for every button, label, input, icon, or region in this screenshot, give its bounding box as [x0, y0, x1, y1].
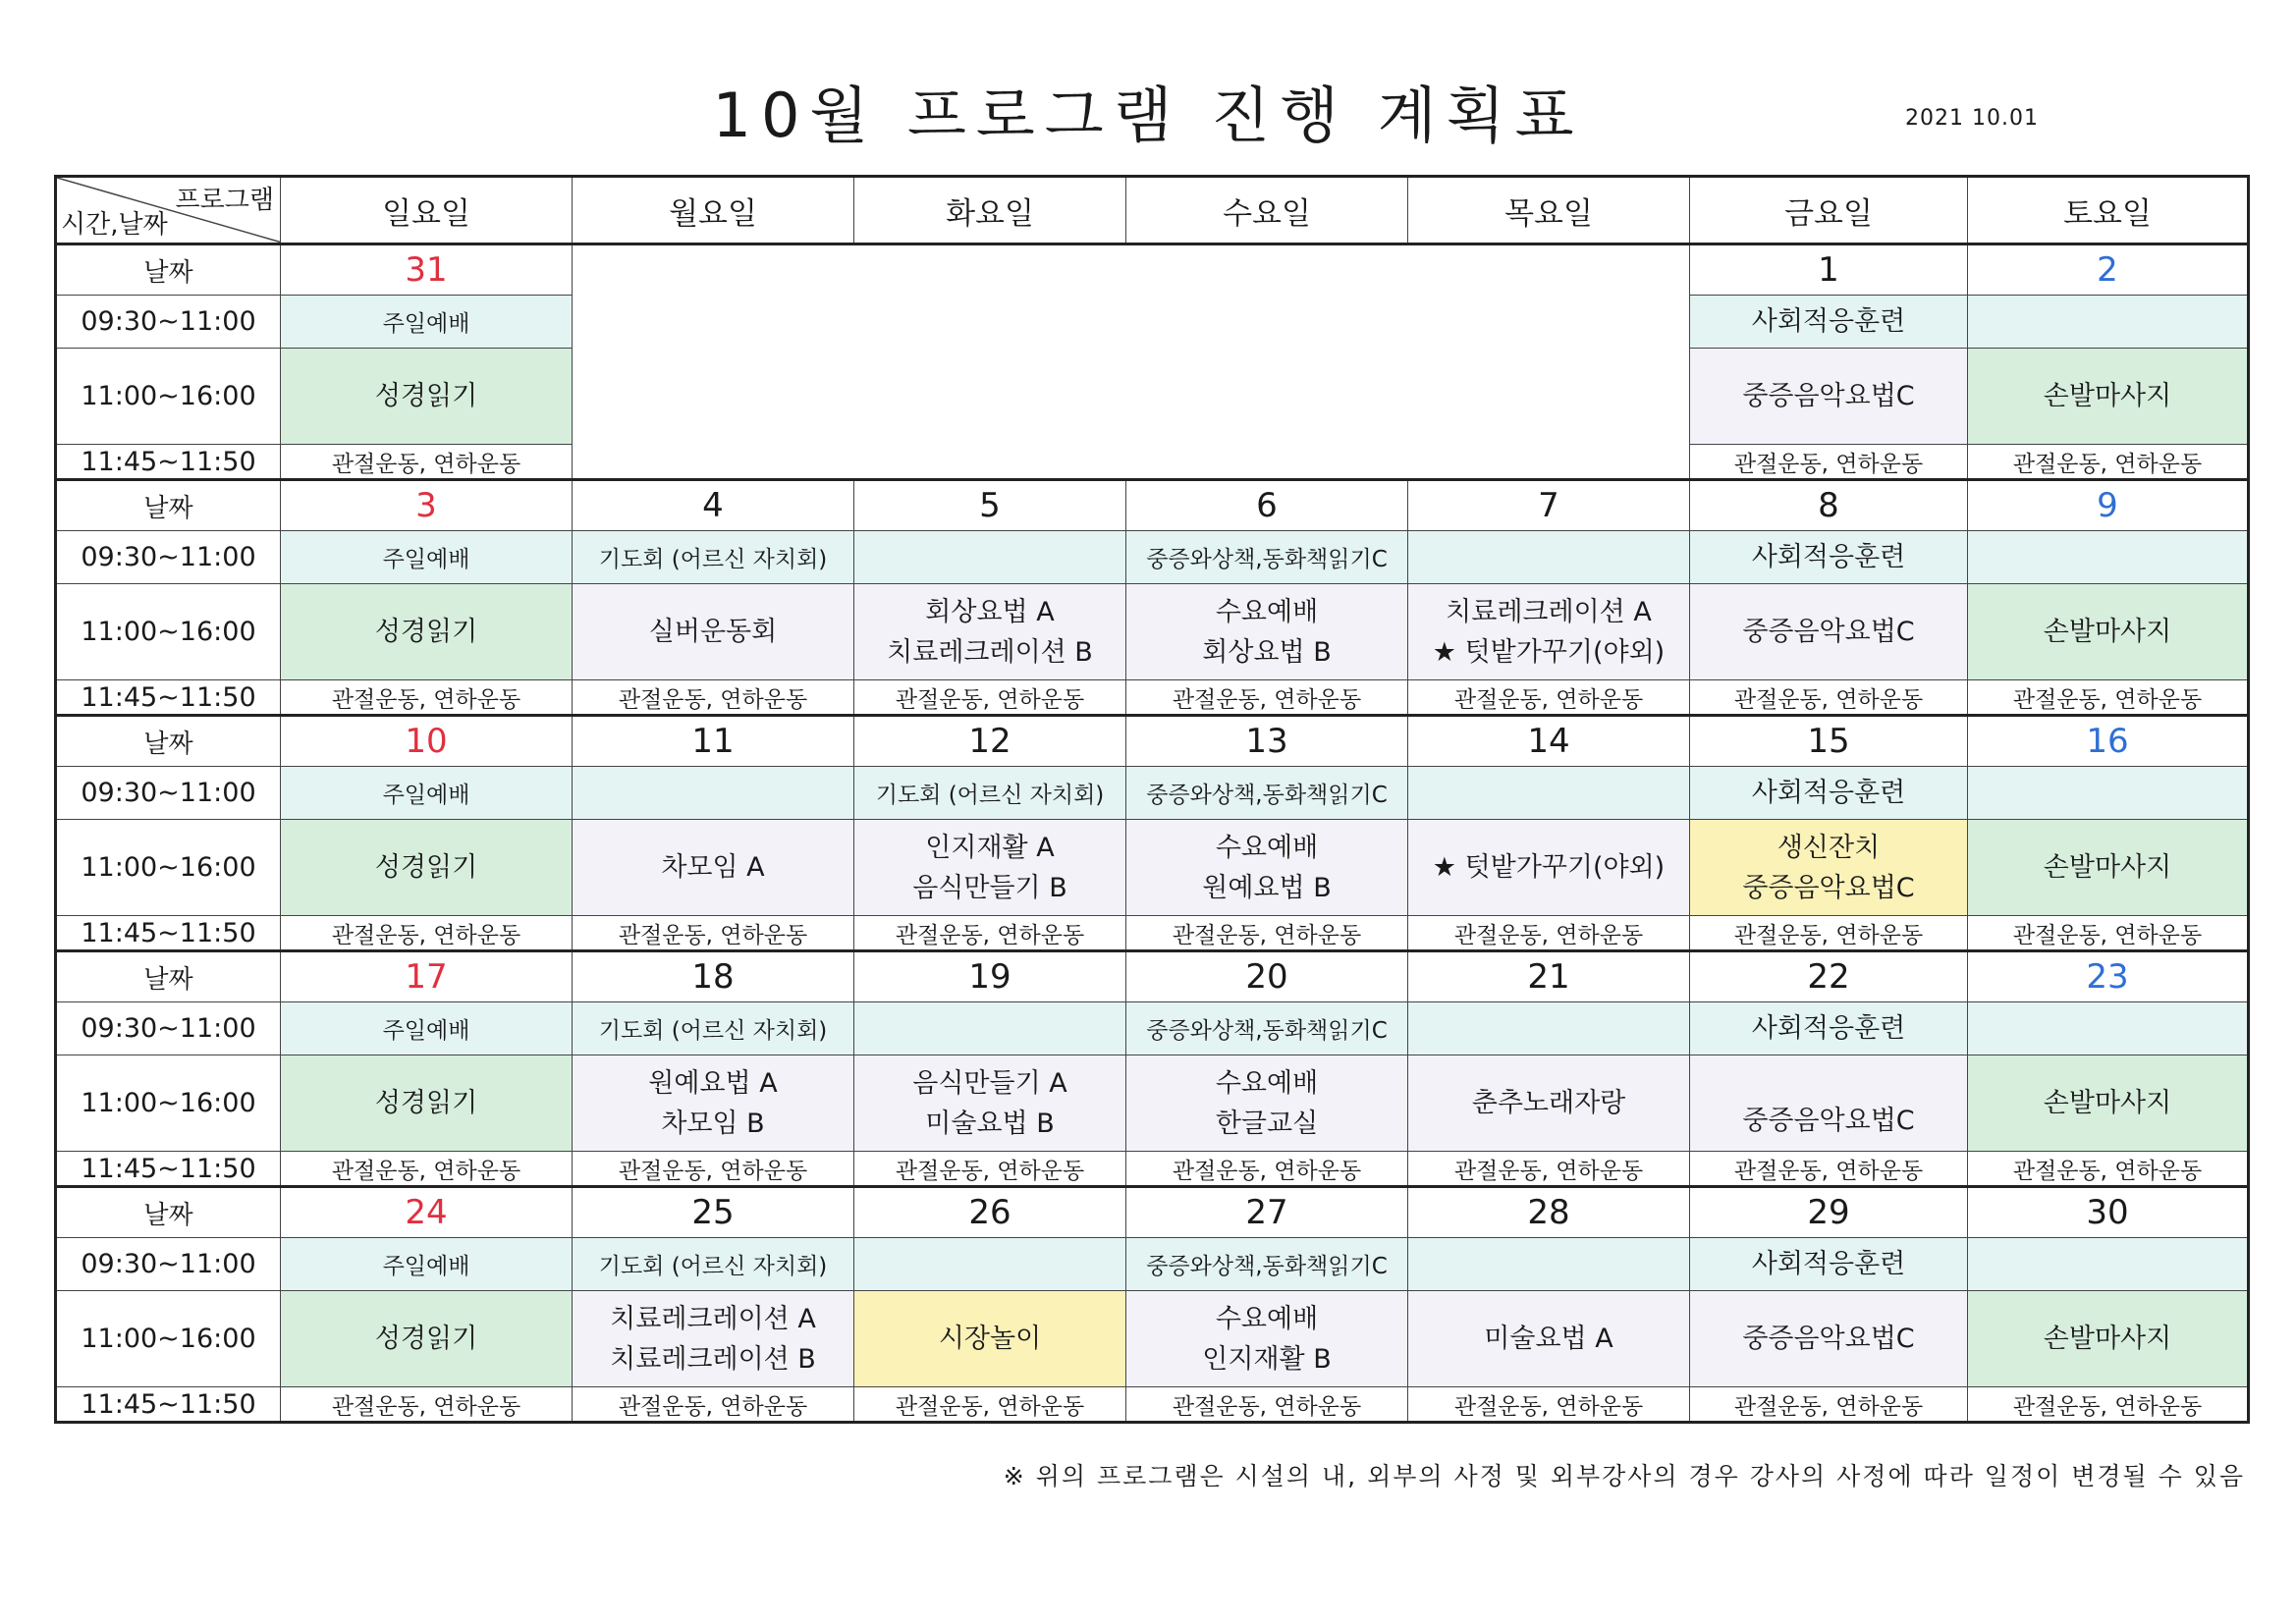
program-cell: 기도회 (어르신 자치회)	[573, 1238, 854, 1291]
empty-block	[573, 244, 1690, 480]
program-cell: 원예요법 A 차모임 B	[573, 1055, 854, 1152]
program-cell: 치료레크레이션 A ★ 텃밭가꾸기(야외)	[1408, 584, 1690, 680]
date-cell: 24	[281, 1187, 573, 1238]
program-cell: 주일예배	[281, 1238, 573, 1291]
issue-date: 2021 10.01	[1905, 106, 2039, 131]
program-cell: 중증음악요법C	[1690, 349, 1968, 445]
program-cell: 중증음악요법C	[1690, 1291, 1968, 1387]
slot-label-morning: 09:30~11:00	[56, 1238, 281, 1291]
program-cell: 관절운동, 연하운동	[1126, 1152, 1408, 1187]
program-cell: 중증와상책,동화책읽기C	[1126, 531, 1408, 584]
date-cell: 29	[1690, 1187, 1968, 1238]
date-cell: 15	[1690, 716, 1968, 767]
week2-afternoon-row	[56, 584, 2249, 680]
corner-time-label: 시간,날짜	[61, 210, 168, 240]
program-cell: 인지재활 A 음식만들기 B	[854, 820, 1126, 916]
day-header-mon: 월요일	[573, 177, 854, 244]
program-cell: 시장놀이	[854, 1291, 1126, 1387]
program-cell	[854, 531, 1126, 584]
slot-label-morning: 09:30~11:00	[56, 531, 281, 584]
day-header-sun: 일요일	[281, 177, 573, 244]
day-header-sat: 토요일	[1968, 177, 2249, 244]
day-header-wed: 수요일	[1126, 177, 1408, 244]
week4-afternoon-row	[56, 1055, 2249, 1152]
program-cell: 관절운동, 연하운동	[854, 1152, 1126, 1187]
slot-label-break: 11:45~11:50	[56, 680, 281, 716]
program-cell	[1408, 767, 1690, 820]
week4-date-row	[56, 951, 2249, 1002]
program-cell	[1968, 531, 2249, 584]
program-cell: 관절운동, 연하운동	[281, 445, 573, 480]
date-cell: 14	[1408, 716, 1690, 767]
date-cell: 6	[1126, 480, 1408, 531]
program-cell: 관절운동, 연하운동	[1408, 1152, 1690, 1187]
date-cell: 11	[573, 716, 854, 767]
program-cell: 주일예배	[281, 767, 573, 820]
program-cell: 주일예배	[281, 531, 573, 584]
date-cell: 2	[1968, 244, 2249, 296]
date-cell: 16	[1968, 716, 2249, 767]
week2-morning-row	[56, 531, 2249, 584]
program-cell: 성경읽기	[281, 1055, 573, 1152]
program-cell: 중증와상책,동화책읽기C	[1126, 767, 1408, 820]
date-cell: 21	[1408, 951, 1690, 1002]
date-cell: 8	[1690, 480, 1968, 531]
program-cell: 중증음악요법C	[1690, 1055, 1968, 1152]
slot-label-break: 11:45~11:50	[56, 916, 281, 951]
program-cell: 주일예배	[281, 1002, 573, 1055]
date-cell: 13	[1126, 716, 1408, 767]
program-cell: 관절운동, 연하운동	[1690, 916, 1968, 951]
date-cell: 12	[854, 716, 1126, 767]
program-cell: 회상요법 A 치료레크레이션 B	[854, 584, 1126, 680]
program-cell: 손발마사지	[1968, 1055, 2249, 1152]
date-cell: 23	[1968, 951, 2249, 1002]
week5-afternoon-row	[56, 1291, 2249, 1387]
week4-morning-row	[56, 1002, 2249, 1055]
program-cell: 기도회 (어르신 자치회)	[573, 531, 854, 584]
corner-cell	[56, 177, 281, 244]
program-cell: 실버운동회	[573, 584, 854, 680]
week4-break-row	[56, 1152, 2249, 1187]
program-cell: 치료레크레이션 A 치료레크레이션 B	[573, 1291, 854, 1387]
date-cell: 17	[281, 951, 573, 1002]
slot-label-afternoon: 11:00~16:00	[56, 1291, 281, 1387]
program-cell: 사회적응훈련	[1690, 1238, 1968, 1291]
week3-break-row	[56, 916, 2249, 951]
program-cell: 차모임 A	[573, 820, 854, 916]
program-cell: 관절운동, 연하운동	[854, 680, 1126, 716]
date-row-label: 날짜	[56, 716, 281, 767]
program-cell: 관절운동, 연하운동	[281, 1152, 573, 1187]
date-cell: 1	[1690, 244, 1968, 296]
day-header-thu: 목요일	[1408, 177, 1690, 244]
program-cell: 기도회 (어르신 자치회)	[573, 1002, 854, 1055]
program-cell: 손발마사지	[1968, 820, 2249, 916]
program-cell: 사회적응훈련	[1690, 767, 1968, 820]
program-cell: 손발마사지	[1968, 584, 2249, 680]
program-cell: 춘추노래자랑	[1408, 1055, 1690, 1152]
program-cell: 중증와상책,동화책읽기C	[1126, 1238, 1408, 1291]
program-cell: 사회적응훈련	[1690, 531, 1968, 584]
program-cell	[1968, 767, 2249, 820]
date-cell: 25	[573, 1187, 854, 1238]
program-cell: 관절운동, 연하운동	[1968, 680, 2249, 716]
schedule-table	[54, 175, 2250, 1424]
date-cell: 18	[573, 951, 854, 1002]
slot-label-afternoon: 11:00~16:00	[56, 584, 281, 680]
program-cell: 중증와상책,동화책읽기C	[1126, 1002, 1408, 1055]
slot-label-morning: 09:30~11:00	[56, 296, 281, 349]
week5-break-row	[56, 1387, 2249, 1423]
date-row-label: 날짜	[56, 244, 281, 296]
program-cell: 수요예배 원예요법 B	[1126, 820, 1408, 916]
program-cell: 수요예배 한글교실	[1126, 1055, 1408, 1152]
program-cell: 중증음악요법C	[1690, 584, 1968, 680]
program-cell: 관절운동, 연하운동	[1968, 1152, 2249, 1187]
date-cell: 31	[281, 244, 573, 296]
program-cell: 사회적응훈련	[1690, 296, 1968, 349]
program-cell: 수요예배 인지재활 B	[1126, 1291, 1408, 1387]
program-cell: 손발마사지	[1968, 1291, 2249, 1387]
week2-break-row	[56, 680, 2249, 716]
program-cell: 관절운동, 연하운동	[1690, 445, 1968, 480]
program-cell: 관절운동, 연하운동	[281, 680, 573, 716]
program-cell	[1968, 296, 2249, 349]
program-cell: 사회적응훈련	[1690, 1002, 1968, 1055]
program-cell: ★ 텃밭가꾸기(야외)	[1408, 820, 1690, 916]
date-cell: 19	[854, 951, 1126, 1002]
program-cell: 손발마사지	[1968, 349, 2249, 445]
program-cell: 관절운동, 연하운동	[573, 680, 854, 716]
program-cell: 주일예배	[281, 296, 573, 349]
slot-label-afternoon: 11:00~16:00	[56, 1055, 281, 1152]
date-cell: 20	[1126, 951, 1408, 1002]
program-cell: 관절운동, 연하운동	[1968, 1387, 2249, 1423]
program-cell: 관절운동, 연하운동	[281, 916, 573, 951]
date-row-label: 날짜	[56, 951, 281, 1002]
program-cell: 관절운동, 연하운동	[854, 916, 1126, 951]
date-row-label: 날짜	[56, 480, 281, 531]
week3-date-row	[56, 716, 2249, 767]
program-cell: 수요예배 회상요법 B	[1126, 584, 1408, 680]
week5-morning-row	[56, 1238, 2249, 1291]
slot-label-afternoon: 11:00~16:00	[56, 820, 281, 916]
date-cell: 28	[1408, 1187, 1690, 1238]
program-cell	[1968, 1238, 2249, 1291]
program-cell: 기도회 (어르신 자치회)	[854, 767, 1126, 820]
program-cell	[854, 1002, 1126, 1055]
date-cell: 9	[1968, 480, 2249, 531]
date-cell: 22	[1690, 951, 1968, 1002]
slot-label-break: 11:45~11:50	[56, 1152, 281, 1187]
program-cell: 관절운동, 연하운동	[573, 1152, 854, 1187]
program-cell	[573, 767, 854, 820]
program-cell: 관절운동, 연하운동	[1690, 1152, 1968, 1187]
date-cell: 4	[573, 480, 854, 531]
program-cell	[1408, 531, 1690, 584]
program-cell	[854, 1238, 1126, 1291]
program-cell	[1968, 1002, 2249, 1055]
date-cell: 30	[1968, 1187, 2249, 1238]
day-header-fri: 금요일	[1690, 177, 1968, 244]
date-cell: 7	[1408, 480, 1690, 531]
date-cell: 5	[854, 480, 1126, 531]
week2-date-row	[56, 480, 2249, 531]
program-cell: 성경읽기	[281, 1291, 573, 1387]
week3-afternoon-row	[56, 820, 2249, 916]
program-cell: 음식만들기 A 미술요법 B	[854, 1055, 1126, 1152]
date-cell: 3	[281, 480, 573, 531]
program-cell: 생신잔치 중증음악요법C	[1690, 820, 1968, 916]
page-title: 10월 프로그램 진행 계획표	[712, 80, 1584, 151]
program-cell: 관절운동, 연하운동	[281, 1387, 573, 1423]
date-cell: 10	[281, 716, 573, 767]
program-cell: 관절운동, 연하운동	[1968, 445, 2249, 480]
program-cell: 성경읽기	[281, 349, 573, 445]
program-cell: 관절운동, 연하운동	[1126, 680, 1408, 716]
program-cell: 관절운동, 연하운동	[1968, 916, 2249, 951]
program-cell: 관절운동, 연하운동	[573, 1387, 854, 1423]
slot-label-morning: 09:30~11:00	[56, 1002, 281, 1055]
slot-label-afternoon: 11:00~16:00	[56, 349, 281, 445]
corner-program-label: 프로그램	[175, 186, 274, 215]
week1-date-row	[56, 244, 2249, 296]
date-cell: 26	[854, 1187, 1126, 1238]
slot-label-break: 11:45~11:50	[56, 445, 281, 480]
footnote: ※ 위의 프로그램은 시설의 내, 외부의 사정 및 외부강사의 경우 강사의 사정에 따라 일정이 변경될 수 있음	[1003, 1462, 2245, 1490]
date-row-label: 날짜	[56, 1187, 281, 1238]
slot-label-break: 11:45~11:50	[56, 1387, 281, 1423]
program-cell: 성경읽기	[281, 820, 573, 916]
header-row	[56, 177, 2249, 244]
program-cell: 관절운동, 연하운동	[854, 1387, 1126, 1423]
program-cell: 성경읽기	[281, 584, 573, 680]
program-cell: 관절운동, 연하운동	[1690, 680, 1968, 716]
program-cell: 관절운동, 연하운동	[573, 916, 854, 951]
program-cell: 관절운동, 연하운동	[1126, 916, 1408, 951]
week5-date-row	[56, 1187, 2249, 1238]
program-cell: 미술요법 A	[1408, 1291, 1690, 1387]
slot-label-morning: 09:30~11:00	[56, 767, 281, 820]
day-header-tue: 화요일	[854, 177, 1126, 244]
date-cell: 27	[1126, 1187, 1408, 1238]
program-cell: 관절운동, 연하운동	[1690, 1387, 1968, 1423]
program-cell	[1408, 1002, 1690, 1055]
program-cell	[1408, 1238, 1690, 1291]
program-cell: 관절운동, 연하운동	[1408, 916, 1690, 951]
program-cell: 관절운동, 연하운동	[1408, 1387, 1690, 1423]
program-cell: 관절운동, 연하운동	[1408, 680, 1690, 716]
week3-morning-row	[56, 767, 2249, 820]
program-cell: 관절운동, 연하운동	[1126, 1387, 1408, 1423]
